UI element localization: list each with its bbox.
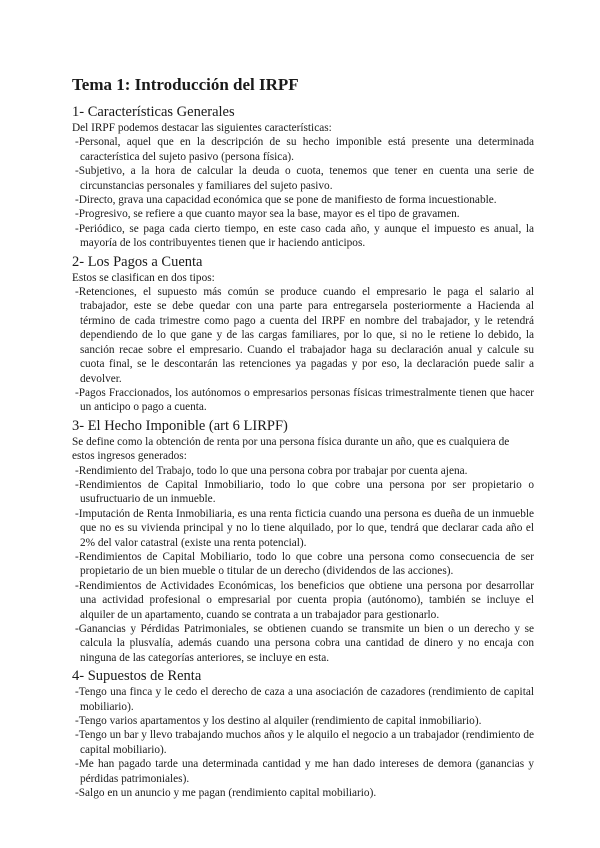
list-item: -Tengo una finca y le cedo el derecho de caza a una asociación de cazadores (rendimiento de capital mobiliario). (75, 686, 534, 713)
section-pagos-a-cuenta (72, 254, 534, 415)
list-item: -Imputación de Renta Inmobiliaria, es una renta ficticia cuando una persona es dueña de un inmueble que no es su vivienda principal y no lo tiene alquilado, por lo que, tendrá que declarar cada año el 2% del valor catastral (existe una renta potencial). (75, 507, 534, 549)
list-item: -Personal, aquel que en la descripción de su hecho imponible está presente una determinada característica del sujeto pasivo (persona física). (75, 136, 534, 163)
list-item: -Pagos Fraccionados, los autónomos o empresarios personas físicas trimestralmente tienen que hacer un anticipo o pago a cuenta. (75, 386, 534, 414)
section-heading: 4- Supuestos de Renta (72, 668, 202, 685)
section-intro: Se define como la obtención de renta por una persona física durante un año, que es cualquiera de estos ingresos generados: (72, 435, 510, 463)
list-item: -Ganancias y Pérdidas Patrimoniales, se obtienen cuando se transmite un bien o un derecho y se calcula la plusvalía, además cuando una persona cobra una cantidad de dinero y no encaja con ninguna de las categorías anteriores, se incluye en esta. (75, 623, 534, 664)
list-item: -Me han pagado tarde una determinada cantidad y me han dado intereses de demora (ganancias y pérdidas patrimoniales). (75, 758, 534, 785)
list-item: -Rendimientos de Capital Mobiliario, todo lo que cobre una persona como consecuencia de ser propietario de un bien mueble o titular de un derecho (dividendos de las acciones). (75, 550, 534, 578)
document-title: Tema 1: Introducción del IRPF (72, 75, 299, 94)
section-heading: 3- El Hecho Imponible (art 6 LIRPF) (72, 417, 288, 434)
section-intro: Estos se clasifican en dos tipos: (72, 271, 215, 284)
section-heading: 2- Los Pagos a Cuenta (72, 253, 203, 270)
list-item: -Directo, grava una capacidad económica que se pone de manifiesto de forma incuestionable. (75, 194, 497, 207)
list-item: -Rendimiento del Trabajo, todo lo que una persona cobra por trabajar por cuenta ajena. (75, 464, 468, 477)
section-intro: Del IRPF podemos destacar las siguientes características: (72, 122, 332, 134)
section-supuestos-de-renta (72, 668, 534, 800)
section-hecho-imponible (72, 418, 534, 666)
document-page (72, 74, 534, 800)
list-item: -Tengo un bar y llevo trabajando muchos años y le alquilo el negocio a un trabajador (rendimiento de capital mobiliario). (75, 729, 534, 756)
list-item: -Periódico, se paga cada cierto tiempo, en este caso cada año, y aunque el impuesto es anual, la mayoría de los contribuyentes tienen que ir haciendo anticipos. (75, 222, 534, 250)
list-item: -Progresivo, se refiere a que cuanto mayor sea la base, mayor es el tipo de gravamen. (75, 208, 460, 221)
section-caracteristicas (72, 104, 534, 251)
list-item: -Salgo en un anuncio y me pagan (rendimiento capital mobiliario). (75, 787, 377, 800)
list-item: -Rendimientos de Capital Inmobiliario, todo lo que cobre una persona por ser propietario o usufructuario de un inmueble. (75, 478, 534, 506)
list-item: -Subjetivo, a la hora de calcular la deuda o cuota, tenemos que tener en cuenta una serie de circunstancias personales y familiares del sujeto pasivo. (75, 165, 534, 192)
list-item: -Tengo varios apartamentos y los destino al alquiler (rendimiento de capital inmobiliario). (75, 715, 482, 728)
section-heading: 1- Características Generales (72, 104, 235, 120)
list-item: -Rendimientos de Actividades Económicas, los beneficios que obtiene una persona por desarrollar una actividad profesional o empresarial por cuenta propia (autónomo), también se incluye el alquiler de un apartamento, cuando se contrata a un trabajador para gestionarlo. (75, 579, 534, 621)
list-item: -Retenciones, el supuesto más común se produce cuando el empresario le paga el salario al trabajador, este se debe quedar con una parte para entregarsela posteriormente a Hacienda al término de cada trimestre como pago a cuenta del IRPF en nombre del trabajador, y le retendrá dependiendo de lo que gane y de las cargas familiares, por lo que, si no le retiene lo debido, la sanción recae sobre el empresario. Cuando el trabajador haga su declaración anual y calcule su cuota final, se le descontarán las retenciones ya pagadas y por eso, la declaración puede salir a devolver. (75, 286, 534, 385)
